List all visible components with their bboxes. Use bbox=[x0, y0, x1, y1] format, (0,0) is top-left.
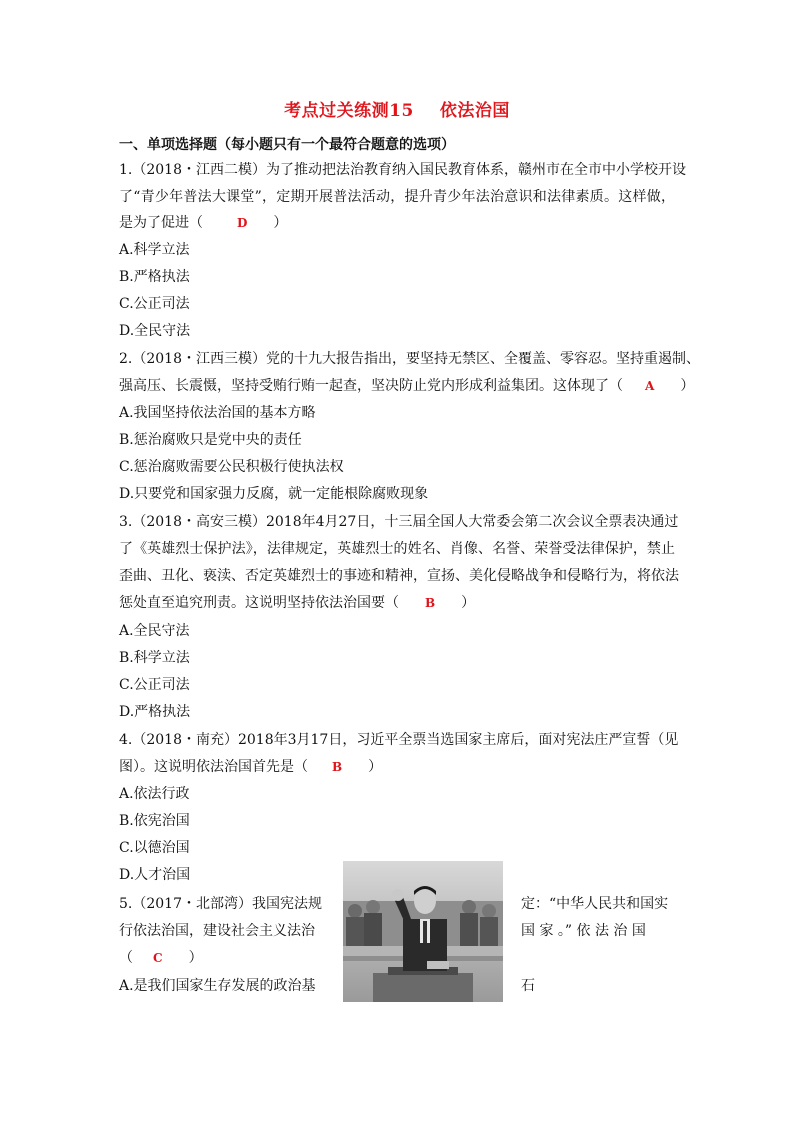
question-5-stem-end: （ C ） bbox=[119, 950, 203, 966]
question-3-text: 了《英雄烈士保护法》，法律规定，英雄烈士的姓名、肖像、名誉、荣誉受法律保护，禁止 bbox=[119, 541, 675, 557]
question-5-text: 行依法治国，建设社会主义法治 bbox=[119, 923, 315, 939]
oath-photo bbox=[343, 861, 503, 1002]
question-2-stem-end: 强高压、长震慑，坚持受贿行贿一起查，坚决防止党内形成利益集团。这体现了（ A ） bbox=[119, 378, 695, 394]
option: A.依法行政 bbox=[119, 786, 190, 802]
question-4-text: 4.（2018・南充）2018年3月17日，习近平全票当选国家主席后，面对宪法庄严宣誓（见 bbox=[119, 732, 679, 748]
option: C.以德治国 bbox=[119, 840, 190, 856]
option: B.惩治腐败只是党中央的责任 bbox=[119, 432, 302, 448]
answer-mark: A bbox=[645, 379, 655, 393]
option: A.科学立法 bbox=[119, 242, 190, 258]
page-title: 考点过关练测15 依法治国 bbox=[284, 101, 510, 121]
question-4-stem-end: 图）。这说明依法治国首先是（ B ） bbox=[119, 759, 383, 775]
question-5-text: 定：“中华人民共和国实 bbox=[521, 896, 669, 912]
answer-mark: B bbox=[425, 596, 436, 610]
option: D.只要党和国家强力反腐，就一定能根除腐败现象 bbox=[119, 486, 429, 502]
question-1-stem-end: 是为了促进（ D ） bbox=[119, 215, 288, 231]
question-5-text: 5.（2017・北部湾）我国宪法规 bbox=[119, 896, 322, 912]
option: D.人才治国 bbox=[119, 867, 191, 883]
answer-mark: C bbox=[153, 951, 163, 965]
question-3-stem-end: 惩处直至追究刑责。这说明坚持依法治国要（ B ） bbox=[119, 595, 476, 611]
option: D.严格执法 bbox=[119, 704, 191, 720]
option: B.依宪治国 bbox=[119, 813, 190, 829]
question-3-text: 3.（2018・高安三模）2018年4月27日，十三届全国人大常委会第二次会议全票表决通过 bbox=[119, 514, 679, 530]
question-1-text: 1.（2018・江西二模）为了推动把法治教育纳入国民教育体系，赣州市在全市中小学校开设 bbox=[119, 162, 686, 178]
question-1-text: 了“青少年普法大课堂”，定期开展普法活动，提升青少年法治意识和法律素质。这样做， bbox=[119, 189, 675, 205]
option: C.公正司法 bbox=[119, 296, 190, 312]
question-3-text: 歪曲、丑化、亵渎、否定英雄烈士的事迹和精神，宣扬、美化侵略战争和侵略行为，将依法 bbox=[119, 568, 679, 584]
option: A.我国坚持依法治国的基本方略 bbox=[119, 405, 316, 421]
option: A.全民守法 bbox=[119, 623, 190, 639]
option: C.公正司法 bbox=[119, 677, 190, 693]
option: A.是我们国家生存发展的政治基 bbox=[119, 978, 316, 994]
option: C.惩治腐败需要公民积极行使执法权 bbox=[119, 459, 344, 475]
option-continuation: 石 bbox=[521, 978, 535, 994]
question-5-text: 国 家 。” 依 法 治 国 bbox=[521, 923, 646, 939]
option: D.全民守法 bbox=[119, 323, 191, 339]
option: B.科学立法 bbox=[119, 650, 190, 666]
option: B.严格执法 bbox=[119, 269, 190, 285]
question-2-text: 2.（2018・江西三模）党的十九大报告指出，要坚持无禁区、全覆盖、零容忍。坚持重遏制、 bbox=[119, 351, 700, 367]
section-heading: 一、单项选择题（每小题只有一个最符合题意的选项） bbox=[119, 137, 455, 153]
oath-photo-image bbox=[343, 861, 503, 1002]
answer-mark: D bbox=[237, 216, 248, 230]
answer-mark: B bbox=[332, 760, 343, 774]
